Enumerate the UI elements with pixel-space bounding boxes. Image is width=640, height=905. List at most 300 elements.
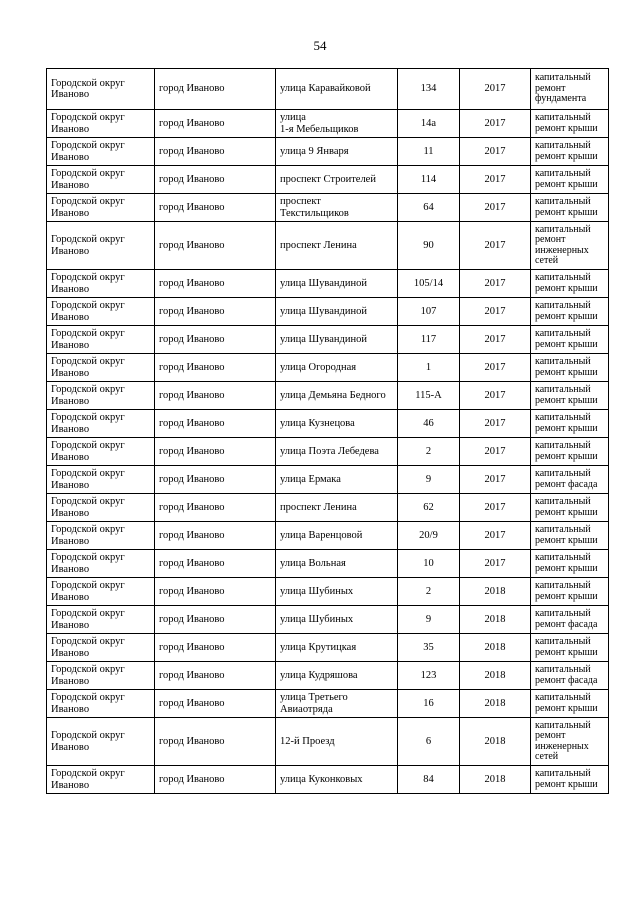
work-type-line: ремонт (535, 730, 566, 741)
table-row (47, 606, 609, 634)
year-cell: 2017 (460, 138, 531, 166)
house-number-cell: 90 (398, 222, 460, 270)
work-type-line: капитальный (535, 552, 591, 563)
house-number-cell: 9 (398, 606, 460, 634)
work-type-line: ремонт крыши (535, 206, 598, 218)
municipal-district-line: Городской округ (51, 328, 125, 339)
settlement-line: город Иваново (159, 277, 225, 289)
settlement-line: город Иваново (159, 173, 225, 185)
settlement-line: город Иваново (159, 305, 225, 317)
municipal-district-line: Иваново (51, 563, 90, 575)
street-line: проспект (280, 196, 321, 207)
year-cell: 2017 (460, 326, 531, 354)
municipal-district-line: Городской округ (51, 664, 125, 675)
settlement-line: город Иваново (159, 529, 225, 541)
house-number-cell: 6 (398, 718, 460, 766)
municipal-district-line: Городской округ (51, 112, 125, 123)
work-type-line: капитальный (535, 328, 591, 339)
house-number-cell: 114 (398, 166, 460, 194)
year-cell: 2017 (460, 382, 531, 410)
municipal-district-cell (47, 662, 155, 690)
street-line: улица Варенцовой (280, 529, 363, 541)
table-row (47, 690, 609, 718)
municipal-district-cell (47, 298, 155, 326)
work-type-line: капитальный (535, 580, 591, 591)
work-type-line: ремонт крыши (535, 150, 598, 162)
street-line: Текстильщиков (280, 207, 349, 219)
work-type-line: капитальный (535, 412, 591, 423)
table-row (47, 718, 609, 766)
municipal-district-line: Городской округ (51, 77, 125, 89)
year-cell: 2018 (460, 606, 531, 634)
table-row (47, 270, 609, 298)
street-line: улица Вольная (280, 557, 346, 569)
municipal-district-cell (47, 382, 155, 410)
work-type-line: капитальный (535, 768, 591, 779)
street-line: улица Шувандиной (280, 305, 367, 317)
work-type-line: ремонт крыши (535, 178, 598, 190)
table-row (47, 438, 609, 466)
work-type-line: капитальный (535, 196, 591, 207)
settlement-line: город Иваново (159, 445, 225, 457)
work-type-cell (531, 634, 609, 662)
table-row (47, 550, 609, 578)
table-row (47, 662, 609, 690)
municipal-district-line: Иваново (51, 619, 90, 631)
municipal-district-cell (47, 222, 155, 270)
house-number-cell: 1 (398, 354, 460, 382)
settlement-line: город Иваново (159, 557, 225, 569)
year-cell: 2018 (460, 662, 531, 690)
municipal-district-cell (47, 138, 155, 166)
work-type-line: капитальный (535, 272, 591, 283)
street-line: проспект Ленина (280, 501, 357, 513)
municipal-district-cell (47, 270, 155, 298)
work-type-line: ремонт крыши (535, 422, 598, 434)
year-cell: 2017 (460, 494, 531, 522)
work-type-line: ремонт крыши (535, 338, 598, 350)
settlement-line: город Иваново (159, 333, 225, 345)
work-type-line: капитальный (535, 692, 591, 703)
settlement-line: город Иваново (159, 201, 225, 213)
settlement-cell (155, 166, 276, 194)
municipal-district-cell (47, 69, 155, 110)
house-number-cell: 123 (398, 662, 460, 690)
work-type-line: капитальный (535, 223, 591, 235)
settlement-line: город Иваново (159, 361, 225, 373)
house-number-cell: 35 (398, 634, 460, 662)
municipal-district-line: Городской округ (51, 412, 125, 423)
street-line: улица Куконковых (280, 773, 363, 785)
house-number-cell: 84 (398, 766, 460, 794)
street-cell (276, 690, 398, 718)
municipal-district-line: Иваново (51, 311, 90, 323)
table-body (47, 69, 609, 794)
table-row (47, 522, 609, 550)
table-row (47, 382, 609, 410)
municipal-district-line: Иваново (51, 151, 90, 163)
house-number-cell: 115-А (398, 382, 460, 410)
work-type-line: ремонт (535, 82, 566, 94)
municipal-district-line: Иваново (51, 339, 90, 351)
street-line: улица 9 Января (280, 145, 349, 157)
year-cell: 2018 (460, 690, 531, 718)
street-cell (276, 634, 398, 662)
municipal-district-cell (47, 578, 155, 606)
work-type-line: ремонт крыши (535, 562, 598, 574)
settlement-line: город Иваново (159, 585, 225, 597)
table-row (47, 410, 609, 438)
street-line: улица Шувандиной (280, 333, 367, 345)
street-line: проспект Ленина (280, 239, 357, 251)
work-type-cell (531, 606, 609, 634)
street-line: 1-я Мебельщиков (280, 123, 359, 135)
settlement-line: город Иваново (159, 473, 225, 485)
year-cell: 2017 (460, 438, 531, 466)
municipal-district-line: Иваново (51, 779, 90, 791)
street-cell (276, 766, 398, 794)
settlement-line: город Иваново (159, 669, 225, 681)
street-cell (276, 522, 398, 550)
settlement-cell (155, 194, 276, 222)
work-type-cell (531, 382, 609, 410)
house-number-cell: 2 (398, 438, 460, 466)
municipal-district-line: Иваново (51, 675, 90, 687)
work-type-line: ремонт фасада (535, 618, 598, 630)
municipal-district-line: Городской округ (51, 384, 125, 395)
street-cell (276, 550, 398, 578)
municipal-district-cell (47, 166, 155, 194)
municipal-district-line: Иваново (51, 89, 90, 100)
year-cell: 2017 (460, 69, 531, 110)
table-row (47, 466, 609, 494)
settlement-cell (155, 354, 276, 382)
street-cell (276, 438, 398, 466)
municipal-district-line: Иваново (51, 207, 90, 219)
work-type-line: капитальный (535, 496, 591, 507)
work-type-cell (531, 662, 609, 690)
work-type-cell (531, 766, 609, 794)
municipal-district-cell (47, 718, 155, 766)
street-line: улица (280, 112, 306, 123)
municipal-district-line: Иваново (51, 179, 90, 191)
settlement-cell (155, 298, 276, 326)
settlement-cell (155, 69, 276, 110)
work-type-cell (531, 690, 609, 718)
work-type-cell (531, 494, 609, 522)
settlement-cell (155, 138, 276, 166)
street-cell (276, 69, 398, 110)
municipal-district-cell (47, 690, 155, 718)
settlement-cell (155, 110, 276, 138)
street-cell (276, 194, 398, 222)
work-type-cell (531, 522, 609, 550)
work-type-cell (531, 69, 609, 110)
table-row (47, 138, 609, 166)
work-type-line: капитальный (535, 719, 591, 731)
street-cell (276, 166, 398, 194)
year-cell: 2017 (460, 166, 531, 194)
street-line: улица Шубиных (280, 613, 354, 625)
municipal-district-line: Иваново (51, 367, 90, 379)
work-type-line: капитальный (535, 356, 591, 367)
settlement-line: город Иваново (159, 117, 225, 129)
year-cell: 2017 (460, 522, 531, 550)
street-line: улица Шувандиной (280, 277, 367, 289)
settlement-line: город Иваново (159, 239, 225, 251)
work-type-line: ремонт крыши (535, 366, 598, 378)
municipal-district-line: Иваново (51, 123, 90, 135)
work-type-cell (531, 270, 609, 298)
work-type-cell (531, 438, 609, 466)
table-row (47, 494, 609, 522)
work-type-cell (531, 718, 609, 766)
settlement-line: город Иваново (159, 735, 225, 747)
settlement-cell (155, 578, 276, 606)
work-type-line: капитальный (535, 72, 591, 84)
settlement-line: город Иваново (159, 145, 225, 157)
municipal-district-line: Иваново (51, 703, 90, 715)
municipal-district-line: Иваново (51, 479, 90, 491)
municipal-district-line: Иваново (51, 647, 90, 659)
municipal-district-line: Городской округ (51, 692, 125, 703)
settlement-line: город Иваново (159, 417, 225, 429)
repair-registry-table (46, 68, 609, 794)
municipal-district-cell (47, 410, 155, 438)
table-row (47, 578, 609, 606)
municipal-district-line: Иваново (51, 535, 90, 547)
street-cell (276, 270, 398, 298)
municipal-district-line: Иваново (51, 395, 90, 407)
municipal-district-cell (47, 326, 155, 354)
work-type-line: капитальный (535, 168, 591, 179)
work-type-line: капитальный (535, 636, 591, 647)
municipal-district-line: Иваново (51, 591, 90, 603)
street-cell (276, 494, 398, 522)
municipal-district-cell (47, 110, 155, 138)
year-cell: 2017 (460, 194, 531, 222)
municipal-district-cell (47, 522, 155, 550)
municipal-district-line: Городской округ (51, 356, 125, 367)
work-type-line: капитальный (535, 140, 591, 151)
house-number-cell: 64 (398, 194, 460, 222)
work-type-cell (531, 578, 609, 606)
table-row (47, 326, 609, 354)
work-type-line: ремонт крыши (535, 590, 598, 602)
municipal-district-cell (47, 494, 155, 522)
work-type-line: ремонт крыши (535, 702, 598, 714)
year-cell: 2017 (460, 354, 531, 382)
street-cell (276, 326, 398, 354)
work-type-cell (531, 222, 609, 270)
year-cell: 2017 (460, 466, 531, 494)
work-type-line: фундамента (535, 93, 587, 105)
year-cell: 2017 (460, 298, 531, 326)
municipal-district-line: Иваново (51, 245, 90, 257)
street-line: улица Кудряшова (280, 669, 358, 681)
settlement-cell (155, 522, 276, 550)
year-cell: 2018 (460, 578, 531, 606)
street-line: улица Каравайковой (280, 83, 371, 95)
house-number-cell: 62 (398, 494, 460, 522)
settlement-cell (155, 466, 276, 494)
work-type-line: ремонт (535, 234, 566, 245)
municipal-district-line: Городской округ (51, 608, 125, 619)
settlement-line: город Иваново (159, 773, 225, 785)
work-type-line: капитальный (535, 384, 591, 395)
street-line: улица Крутицкая (280, 641, 357, 653)
settlement-cell (155, 270, 276, 298)
table-row (47, 766, 609, 794)
house-number-cell: 107 (398, 298, 460, 326)
work-type-line: капитальный (535, 608, 591, 619)
municipal-district-line: Городской округ (51, 496, 125, 507)
settlement-cell (155, 718, 276, 766)
street-line: улица Огородная (280, 361, 357, 373)
settlement-line: город Иваново (159, 613, 225, 625)
work-type-line: ремонт крыши (535, 282, 598, 294)
work-type-cell (531, 326, 609, 354)
work-type-line: ремонт фасада (535, 478, 598, 490)
municipal-district-cell (47, 438, 155, 466)
street-cell (276, 382, 398, 410)
year-cell: 2018 (460, 634, 531, 662)
street-line: Авиаотряда (280, 703, 333, 715)
house-number-cell: 9 (398, 466, 460, 494)
year-cell: 2018 (460, 766, 531, 794)
work-type-cell (531, 138, 609, 166)
work-type-line: капитальный (535, 524, 591, 535)
street-cell (276, 354, 398, 382)
municipal-district-line: Иваново (51, 451, 90, 463)
house-number-cell: 117 (398, 326, 460, 354)
work-type-line: капитальный (535, 300, 591, 311)
street-cell (276, 578, 398, 606)
work-type-line: ремонт крыши (535, 646, 598, 658)
settlement-line: город Иваново (159, 501, 225, 513)
municipal-district-line: Городской округ (51, 636, 125, 647)
work-type-line: капитальный (535, 468, 591, 479)
street-cell (276, 222, 398, 270)
house-number-cell: 20/9 (398, 522, 460, 550)
table-row (47, 298, 609, 326)
street-line: улица Ермака (280, 473, 341, 485)
work-type-line: сетей (535, 255, 559, 266)
work-type-line: ремонт крыши (535, 122, 598, 134)
settlement-cell (155, 494, 276, 522)
work-type-line: ремонт крыши (535, 450, 598, 462)
year-cell: 2018 (460, 718, 531, 766)
work-type-cell (531, 194, 609, 222)
street-line: улица Поэта Лебедева (280, 445, 379, 457)
work-type-cell (531, 298, 609, 326)
work-type-line: ремонт крыши (535, 534, 598, 546)
settlement-cell (155, 410, 276, 438)
house-number-cell: 14а (398, 110, 460, 138)
municipal-district-line: Городской округ (51, 468, 125, 479)
table-row (47, 194, 609, 222)
street-cell (276, 718, 398, 766)
municipal-district-line: Иваново (51, 507, 90, 519)
municipal-district-cell (47, 766, 155, 794)
settlement-line: город Иваново (159, 697, 225, 709)
work-type-cell (531, 166, 609, 194)
street-line: проспект Строителей (280, 173, 376, 185)
municipal-district-cell (47, 634, 155, 662)
settlement-cell (155, 550, 276, 578)
work-type-line: сетей (535, 751, 559, 762)
settlement-line: город Иваново (159, 641, 225, 653)
settlement-cell (155, 222, 276, 270)
house-number-cell: 2 (398, 578, 460, 606)
year-cell: 2017 (460, 410, 531, 438)
work-type-line: капитальный (535, 440, 591, 451)
municipal-district-line: Городской округ (51, 768, 125, 779)
work-type-line: инженерных (535, 740, 589, 752)
municipal-district-cell (47, 550, 155, 578)
settlement-line: город Иваново (159, 83, 225, 95)
table-row (47, 69, 609, 110)
street-cell (276, 410, 398, 438)
work-type-line: инженерных (535, 244, 589, 256)
table-row (47, 222, 609, 270)
work-type-line: ремонт крыши (535, 310, 598, 322)
work-type-line: капитальный (535, 112, 591, 123)
work-type-line: ремонт крыши (535, 506, 598, 518)
house-number-cell: 46 (398, 410, 460, 438)
municipal-district-line: Городской округ (51, 196, 125, 207)
street-cell (276, 606, 398, 634)
municipal-district-cell (47, 466, 155, 494)
street-line: улица Третьего (280, 692, 348, 703)
work-type-line: капитальный (535, 664, 591, 675)
settlement-cell (155, 438, 276, 466)
work-type-line: ремонт фасада (535, 674, 598, 686)
municipal-district-line: Городской округ (51, 440, 125, 451)
house-number-cell: 10 (398, 550, 460, 578)
table-row (47, 166, 609, 194)
settlement-cell (155, 634, 276, 662)
municipal-district-line: Городской округ (51, 272, 125, 283)
street-line: улица Демьяна Бедного (280, 389, 386, 401)
municipal-district-cell (47, 606, 155, 634)
settlement-cell (155, 662, 276, 690)
settlement-cell (155, 766, 276, 794)
year-cell: 2017 (460, 270, 531, 298)
street-line: улица Шубиных (280, 585, 354, 597)
municipal-district-line: Иваново (51, 423, 90, 435)
street-line: 12-й Проезд (280, 735, 335, 747)
municipal-district-line: Городской округ (51, 730, 125, 741)
street-cell (276, 298, 398, 326)
municipal-district-line: Городской округ (51, 524, 125, 535)
street-line: улица Кузнецова (280, 417, 355, 429)
year-cell: 2017 (460, 550, 531, 578)
house-number-cell: 11 (398, 138, 460, 166)
house-number-cell: 105/14 (398, 270, 460, 298)
table-row (47, 110, 609, 138)
table-row (47, 634, 609, 662)
street-cell (276, 662, 398, 690)
municipal-district-line: Городской округ (51, 140, 125, 151)
settlement-cell (155, 382, 276, 410)
municipal-district-line: Городской округ (51, 168, 125, 179)
work-type-cell (531, 110, 609, 138)
year-cell: 2017 (460, 110, 531, 138)
work-type-cell (531, 466, 609, 494)
work-type-line: ремонт крыши (535, 394, 598, 406)
work-type-line: ремонт крыши (535, 778, 598, 790)
